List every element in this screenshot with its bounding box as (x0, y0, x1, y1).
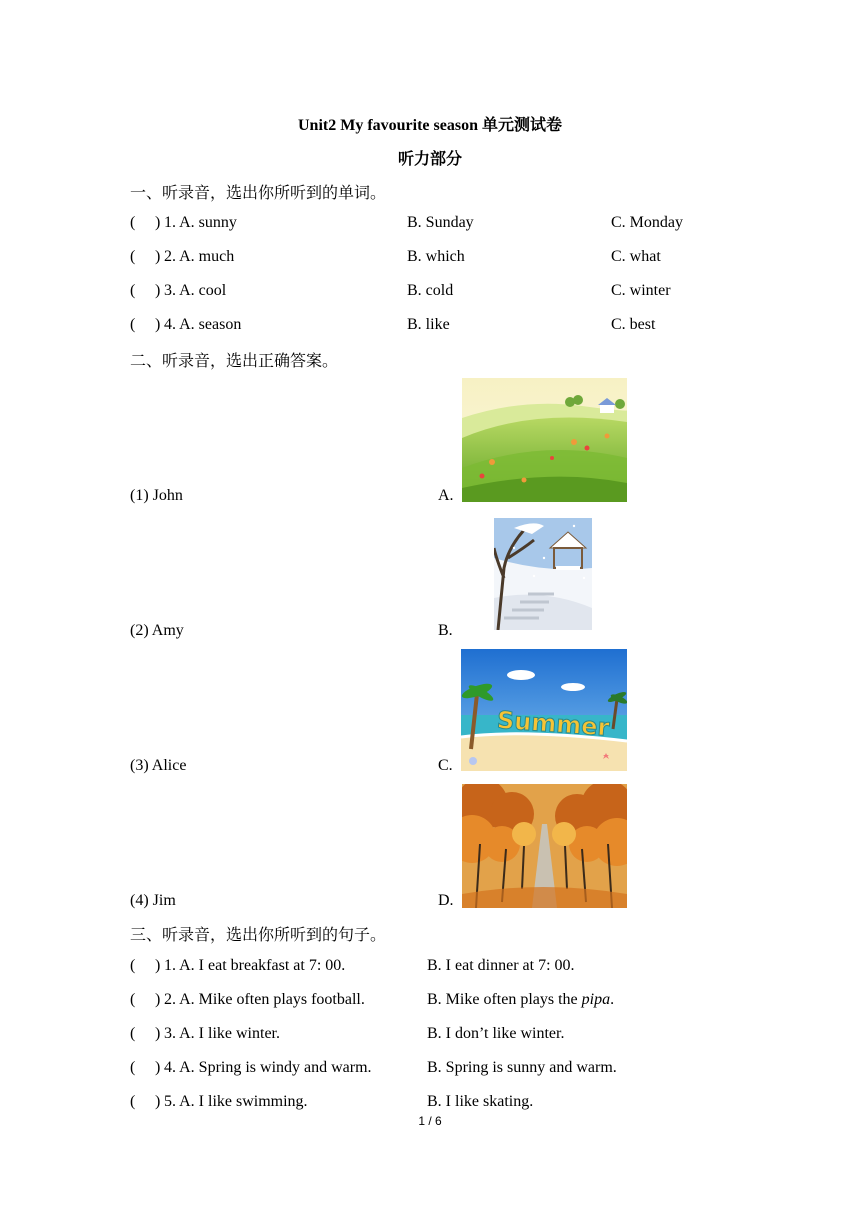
person-label-john: (1) John (130, 487, 183, 504)
option-c: C. what (611, 248, 661, 265)
pipa-italic: pipa (581, 991, 611, 1008)
page-number: 1 / 6 (418, 1114, 442, 1128)
sentence-option-b: B. I like skating. (427, 1093, 534, 1110)
answer-paren-close: ) (155, 248, 161, 265)
section3-heading: 三、听录音，选出你所听到的句子。 (130, 927, 387, 944)
section3-item (130, 1059, 750, 1079)
option-label-a: A. (438, 487, 454, 504)
answer-paren-open: ( (130, 316, 136, 333)
sentence-option-a: 5. A. I like swimming. (164, 1093, 308, 1110)
option-b: B. like (407, 316, 450, 333)
answer-paren-close: ) (155, 957, 161, 974)
sentence-option-a: 2. A. Mike often plays football. (164, 991, 365, 1008)
person-label-amy: (2) Amy (130, 622, 184, 639)
sentence-option-a: 3. A. I like winter. (164, 1025, 280, 1042)
person-label-jim: (4) Jim (130, 892, 176, 909)
sentence-option-b (427, 991, 614, 1009)
option-a: 4. A. season (164, 316, 242, 333)
answer-paren-close: ) (155, 1059, 161, 1076)
answer-paren-close: ) (155, 214, 161, 231)
answer-paren-close: ) (155, 1025, 161, 1042)
sentence-option-b: B. Spring is sunny and warm. (427, 1059, 617, 1076)
option-b: B. Sunday (407, 214, 474, 231)
answer-paren-close: ) (155, 991, 161, 1008)
answer-paren-open: ( (130, 991, 136, 1008)
answer-paren-open: ( (130, 214, 136, 231)
sentence-b-text: B. Mike often plays the (427, 991, 582, 1008)
sentence-b-period: . (610, 991, 615, 1008)
autumn-road-image (462, 784, 627, 908)
answer-paren-open: ( (130, 282, 136, 299)
section2-heading: 二、听录音，选出正确答案。 (130, 353, 339, 370)
answer-paren-open: ( (130, 1025, 136, 1042)
section3-item (130, 1093, 750, 1113)
answer-paren-close: ) (155, 1093, 161, 1110)
option-a: 1. A. sunny (164, 214, 237, 231)
winter-pavilion-image (494, 518, 592, 630)
answer-paren-open: ( (130, 1093, 136, 1110)
person-label-alice: (3) Alice (130, 757, 187, 774)
option-c: C. best (611, 316, 656, 333)
section-subtitle: 听力部分 (397, 151, 462, 168)
section1-item (130, 316, 750, 336)
answer-paren-close: ) (155, 282, 161, 299)
answer-paren-open: ( (130, 1059, 136, 1076)
option-label-c: C. (438, 757, 453, 774)
answer-paren-open: ( (130, 957, 136, 974)
section3-item (130, 957, 750, 977)
option-a: 3. A. cool (164, 282, 227, 299)
section3-item (130, 1025, 750, 1045)
sentence-option-b: B. I eat dinner at 7: 00. (427, 957, 575, 974)
answer-paren-open: ( (130, 248, 136, 265)
summer-word: Summer (496, 705, 611, 742)
option-label-d: D. (438, 892, 454, 909)
sentence-option-b: B. I don’t like winter. (427, 1025, 565, 1042)
option-label-b: B. (438, 622, 453, 639)
section1-heading: 一、听录音，选出你所听到的单词。 (130, 185, 387, 202)
summer-beach-image (461, 649, 627, 771)
option-a: 2. A. much (164, 248, 235, 265)
section1-item (130, 282, 750, 302)
spring-meadow-image (462, 378, 627, 502)
section1-item (130, 248, 750, 268)
option-b: B. which (407, 248, 465, 265)
option-c: C. winter (611, 282, 671, 299)
option-b: B. cold (407, 282, 454, 299)
section3-item (130, 991, 750, 1011)
section1-item (130, 214, 750, 234)
sentence-option-a: 1. A. I eat breakfast at 7: 00. (164, 957, 346, 974)
sentence-option-a: 4. A. Spring is windy and warm. (164, 1059, 372, 1076)
page-title: Unit2 My favourite season 单元测试卷 (298, 117, 562, 134)
option-c: C. Monday (611, 214, 683, 231)
answer-paren-close: ) (155, 316, 161, 333)
